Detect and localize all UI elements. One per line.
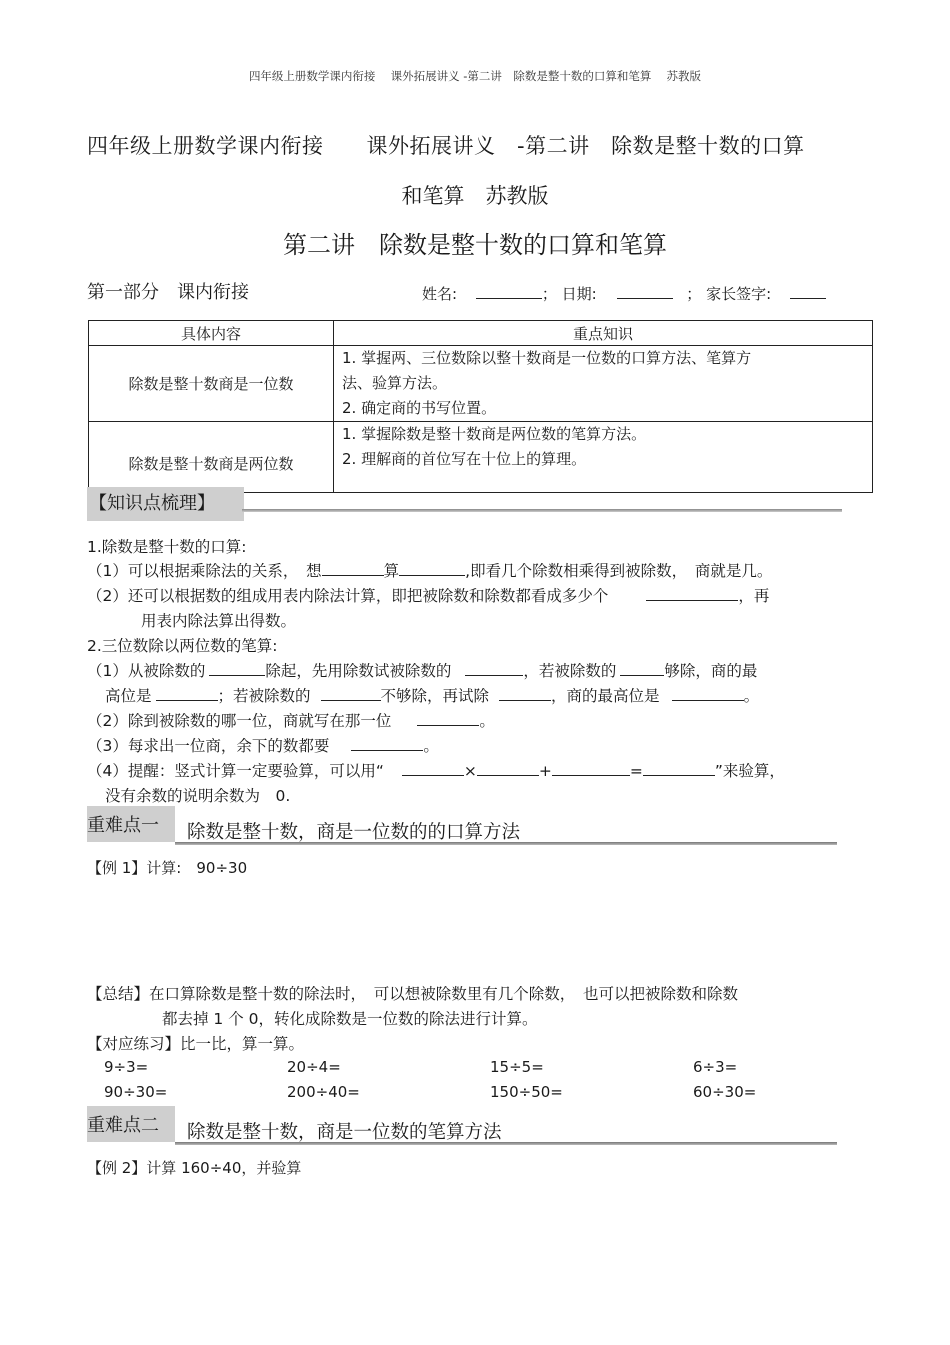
name-label: 姓名:	[422, 285, 458, 303]
fill-blank[interactable]	[465, 661, 523, 676]
section-2-title: 2.三位数除以两位数的笔算:	[87, 637, 278, 655]
running-header: 四年级上册数学课内衔接 课外拓展讲义 -第二讲 除数是整十数的口算和笔算 苏教版	[248, 69, 702, 83]
key-point-1-title: 除数是整十数，商是一位数的的口算方法	[187, 822, 521, 843]
exercise: 20÷4=	[287, 1058, 341, 1076]
exercise: 6÷3=	[693, 1058, 738, 1076]
fill-blank[interactable]	[351, 736, 423, 751]
section-2-line-6: 没有余数的说明余数为 0.	[105, 787, 291, 805]
document-title-line-1: 四年级上册数学课内衔接 课外拓展讲义 -第二讲 除数是整十数的口算	[87, 134, 805, 158]
fill-blank[interactable]	[321, 686, 381, 701]
document-title-line-2: 和笔算 苏教版	[401, 184, 549, 208]
exercise: 9÷3=	[104, 1058, 149, 1076]
text: ，再	[738, 587, 770, 605]
parent-sign-label: 家长签字:	[706, 285, 772, 303]
table-header-row	[89, 321, 873, 346]
fill-blank[interactable]	[209, 661, 265, 676]
fill-blank[interactable]	[499, 686, 551, 701]
text: 不够除，再试除	[380, 687, 490, 705]
section-1-title: 1.除数是整十数的口算:	[87, 538, 247, 556]
section-2-line-1	[87, 659, 757, 681]
table-points	[334, 346, 873, 422]
summary-line-1: 【总结】在口算除数是整十数的除法时， 可以想被除数里有几个除数， 也可以把被除数和除数	[87, 985, 739, 1003]
fill-blank[interactable]	[402, 761, 464, 776]
fill-blank[interactable]	[417, 711, 479, 726]
student-info	[422, 283, 826, 304]
content-table	[88, 320, 873, 493]
date-label: 日期:	[561, 285, 597, 303]
text: ”来验算，	[714, 762, 785, 780]
parent-sign-blank[interactable]	[790, 284, 826, 299]
text: 够除，商的最	[664, 662, 758, 680]
table-row	[89, 422, 873, 493]
exercise: 90÷30=	[104, 1083, 168, 1101]
key-point-2-label: 重难点二	[87, 1106, 175, 1142]
separator: ；	[686, 285, 702, 303]
fill-blank[interactable]	[322, 561, 384, 576]
text: ；若被除数的	[217, 687, 311, 705]
text: 高位是	[105, 687, 152, 705]
text: 。	[743, 687, 760, 705]
table-header: 具体内容	[89, 321, 334, 346]
date-blank[interactable]	[617, 284, 673, 299]
table-header: 重点知识	[334, 321, 873, 346]
fill-blank[interactable]	[672, 686, 744, 701]
text: 除起，先用除数试被除数的	[265, 662, 452, 680]
text: 。	[423, 737, 439, 755]
fill-blank[interactable]	[552, 761, 630, 776]
section-1-line-3: 用表内除法算出得数。	[141, 612, 297, 630]
section-2-line-4	[87, 734, 439, 756]
text: +	[538, 762, 552, 780]
section-2-line-5	[87, 759, 785, 781]
text: （1）可以根据乘除法的关系， 想	[87, 562, 322, 580]
point-line: 1. 掌握两、三位数除以整十数商是一位数的口算方法、笔算方	[342, 349, 752, 367]
fill-blank[interactable]	[643, 761, 715, 776]
text: ,即看几个除数相乘得到被除数， 商就是几。	[465, 562, 773, 580]
separator: ；	[541, 285, 557, 303]
part-title: 第一部分 课内衔接	[87, 282, 249, 303]
table-row	[89, 346, 873, 422]
point-line: 2. 确定商的书写位置。	[342, 399, 497, 417]
text: （3）每求出一位商，余下的数都要	[87, 737, 330, 755]
table-points	[334, 422, 873, 493]
text: ，商的最高位是	[551, 687, 660, 705]
point-line: 2. 理解商的首位写在十位上的算理。	[342, 450, 587, 468]
text: ×	[463, 762, 477, 780]
lecture-title: 第二讲 除数是整十数的口算和笔算	[283, 231, 667, 259]
knowledge-heading: 【知识点梳理】	[87, 487, 244, 521]
key-point-1-label: 重难点一	[87, 806, 175, 842]
text: （2）还可以根据数的组成用表内除法计算，即把被除数和除数都看成多少个	[87, 587, 609, 605]
text: 算	[383, 562, 400, 580]
fill-blank[interactable]	[399, 561, 465, 576]
section-1-line-1	[87, 559, 772, 581]
point-line: 1. 掌握除数是整十数商是两位数的笔算方法。	[342, 425, 647, 443]
text: =	[629, 762, 643, 780]
example-1: 【例 1】计算: 90÷30	[87, 859, 248, 877]
section-2-line-3	[87, 709, 495, 731]
exercise: 60÷30=	[693, 1083, 757, 1101]
text: 。	[479, 712, 495, 730]
text: （4）提醒：竖式计算一定要验算，可以用“	[87, 762, 384, 780]
table-topic: 除数是整十数商是一位数	[89, 346, 334, 422]
fill-blank[interactable]	[156, 686, 218, 701]
fill-blank[interactable]	[477, 761, 539, 776]
summary-line-2: 都去掉 1 个 0，转化成除数是一位数的除法进行计算。	[162, 1010, 538, 1028]
key-point-2-title: 除数是整十数，商是一位数的笔算方法	[187, 1122, 502, 1143]
table-topic: 除数是整十数商是两位数	[89, 422, 334, 493]
section-2-line-2	[105, 684, 759, 706]
text: ，若被除数的	[523, 662, 617, 680]
point-line: 法、验算方法。	[342, 374, 448, 392]
example-2: 【例 2】计算 160÷40，并验算	[87, 1159, 302, 1177]
fill-blank[interactable]	[646, 586, 738, 601]
exercise: 200÷40=	[287, 1083, 360, 1101]
section-1-line-2	[87, 584, 769, 606]
text: （2）除到被除数的哪一位，商就写在那一位	[87, 712, 392, 730]
exercise: 150÷50=	[490, 1083, 563, 1101]
heading-rule	[242, 509, 842, 512]
exercise: 15÷5=	[490, 1058, 544, 1076]
practice-heading: 【对应练习】比一比，算一算。	[87, 1035, 305, 1053]
name-blank[interactable]	[476, 284, 542, 299]
text: （1）从被除数的	[87, 662, 206, 680]
fill-blank[interactable]	[620, 661, 664, 676]
